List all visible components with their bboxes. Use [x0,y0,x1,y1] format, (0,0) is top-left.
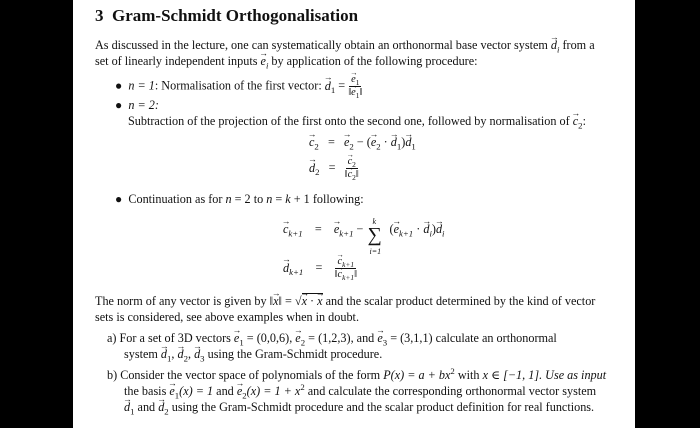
intro-line-2: set of linearly independent inputs → $e_i$ by application of the following procedure: [95,54,478,69]
vector-d-i: → d [551,38,557,53]
exercise-b-line-3: → $d_1$ and → $d_2$ using the Gram-Schmidt procedure and the scalar product definition for real functions. [124,400,594,415]
exercise-b-line-2: the basis → $e_1(x) = 1$ and → $e_2(x) = 1 + x^2$ and calculate the corresponding orthonormal vector system [124,384,596,399]
section-heading [95,6,358,26]
exercise-a-line-2: system → $d_1$, → $d_2$, → $d_3$ using the Gram-Schmidt procedure. [124,347,382,362]
equation-dk1: → $d_{k+1}$ = → $c_{k+1}$ ‖ → $c_{k+1}$ ‖ [283,256,357,282]
bullet-n2: ● n = 2: [115,98,159,112]
norm-line-2: sets is considered, see above examples when in doubt. [95,310,359,324]
normalisation-fraction: → $e_1$ ‖ → $e_1$ ‖ [348,74,362,100]
norm-line-1: The norm of any vector is given by ‖ → x ‖ = √→ x · → x and the scalar product determined by the kind of vector [95,294,595,309]
bullet-icon: ● [115,98,123,112]
bullet-n3: ● Continuation as for n = 2 to n = k + 1 following: [115,192,364,206]
bullet-icon: ● [115,78,123,93]
exercise-a-line-1: a) For a set of 3D vectors → $e_1 = (0,0,6)$, → $e_2 = (1,2,3)$, and → $e_3 = (3,1,1)$ calculate an orthonormal [107,331,557,346]
document-page [73,0,635,428]
equation-ck1: → $c_{k+1}$ = → $e_{k+1}$ − k ∑ i=1 (→ $e_{k+1}$ · → $d_i)\to d_i$ [283,222,444,237]
equation-c2: → $c_2$ = → $e_2$ − (→ $e_2$ · → $d_1)\to d_1$ [309,135,416,150]
bullet-n2-text: Subtraction of the projection of the first onto the second one, followed by normalisation of → $c_2$: [128,114,586,129]
section-number: 3 [95,6,104,25]
bullet-n1: ● n = 1: Normalisation of the first vector: → $d_1$ = → $e_1$ ‖ → $e_1$ ‖ [115,74,362,100]
section-title: Gram-Schmidt Orthogonalisation [112,6,359,25]
intro-line-1: As discussed in the lecture, one can systematically obtain an orthonormal base vector system → $d_i$ from a [95,38,595,53]
equation-d2: → $d_2$ = → $c_2$ ‖ → $c_2$ ‖ [309,156,359,182]
bullet-icon: ● [115,192,123,206]
exercise-b-line-1: b) Consider the vector space of polynomials of the form $P(x) = a + bx^2$ with x ∈ [−1, 1]. Use as input [107,365,607,382]
